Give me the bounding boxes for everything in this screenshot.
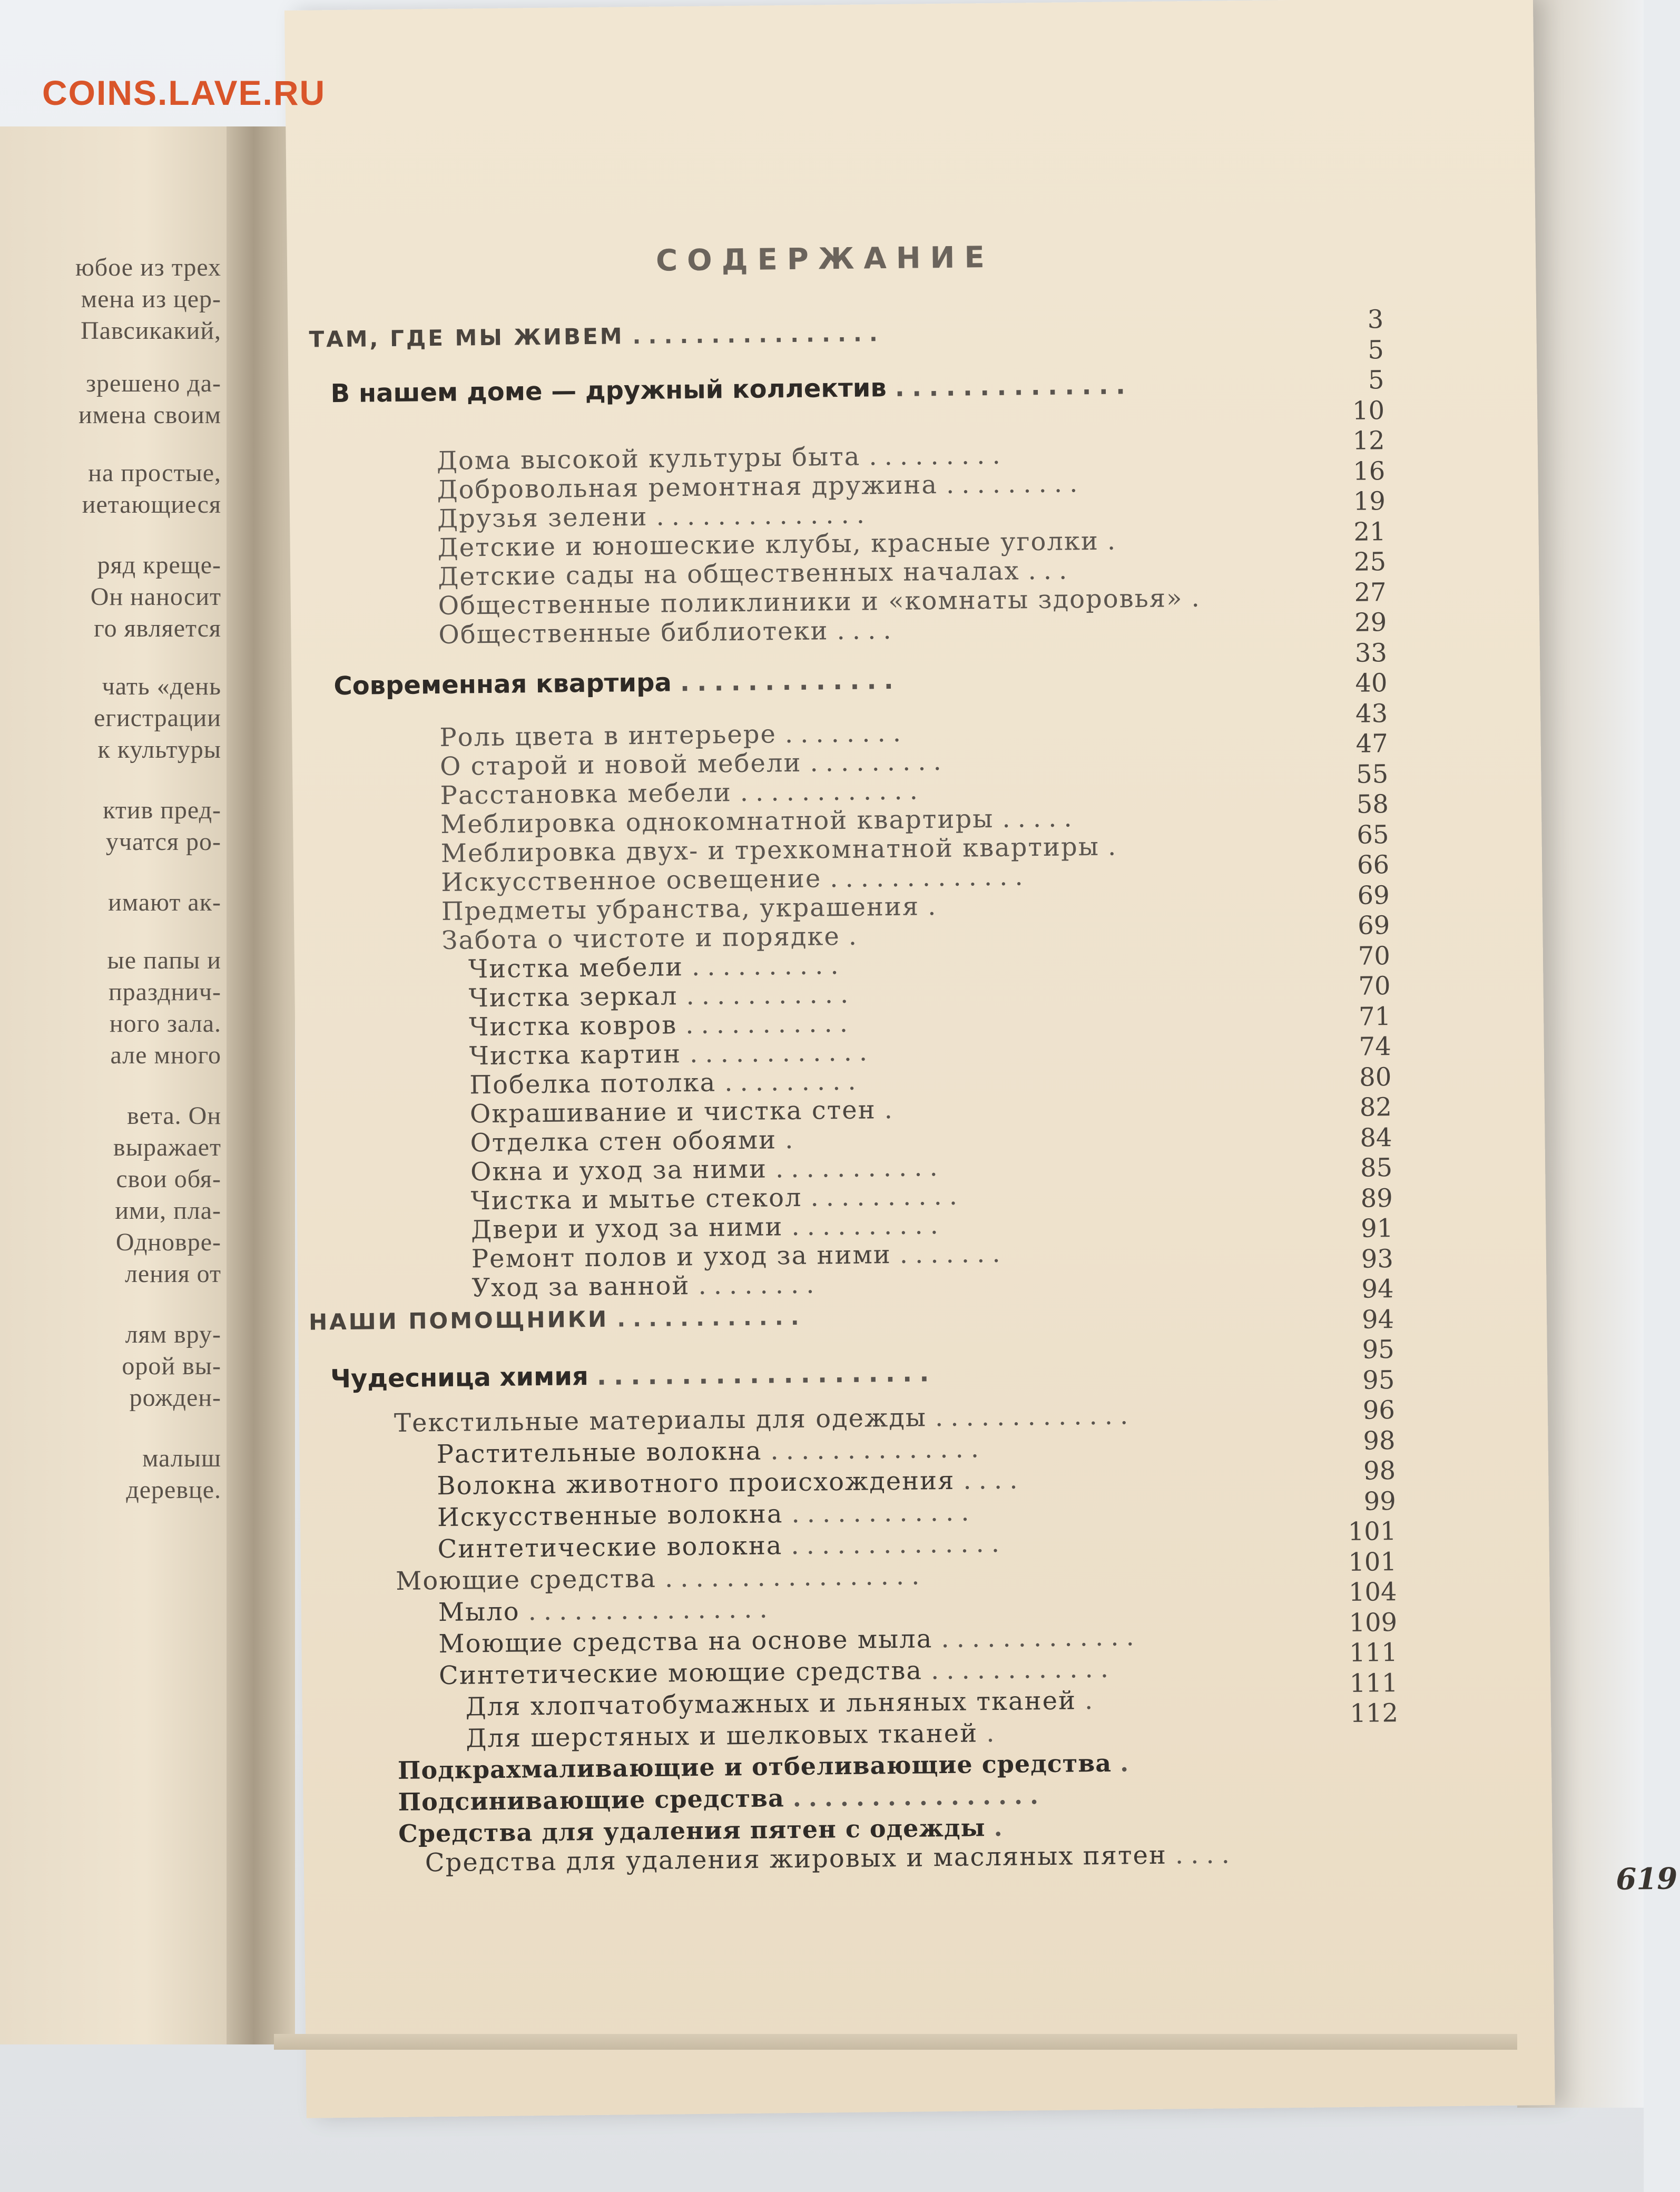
left-page-text-line: рожден- <box>129 1384 221 1412</box>
toc-entry <box>398 1748 1136 1785</box>
toc-page-number: 94 <box>1361 1304 1394 1335</box>
toc-entry-title: Чистка мебели <box>468 952 684 984</box>
toc-entry <box>436 1434 986 1469</box>
toc-entry-title: Чистка и мытье стекол <box>470 1182 802 1216</box>
toc-entry-title: Текстильные материалы для одежды <box>394 1403 927 1438</box>
toc-leader-dots: . <box>1084 1685 1101 1716</box>
toc-entry <box>468 951 846 984</box>
toc-entry-title: Для шерстяных и шелковых тканей <box>466 1718 978 1754</box>
toc-page-number: 85 <box>1360 1153 1393 1183</box>
left-page-text-line: иетающиеся <box>82 491 221 518</box>
toc-leader-dots: . <box>884 1094 900 1125</box>
toc-page-number: 43 <box>1355 698 1388 729</box>
toc-leader-dots: ................ <box>528 1594 775 1627</box>
toc-entry-title: Роль цвета в интерьере <box>439 719 777 752</box>
toc-leader-dots: ............ <box>740 776 926 808</box>
toc-entry-title: Чистка ковров <box>468 1010 677 1042</box>
toc-entry-title: Ремонт полов и уход за ними <box>471 1240 892 1274</box>
left-page-text-line: Одновре- <box>115 1228 221 1256</box>
toc-entry <box>309 1304 807 1335</box>
toc-page-number: 111 <box>1349 1638 1398 1668</box>
toc-entry-title: Растительные волокна <box>436 1436 762 1470</box>
toc-page-number: 74 <box>1359 1032 1391 1062</box>
toc-entry-title: В нашем доме — дружный коллектив <box>330 373 887 409</box>
toc-entry <box>333 666 901 701</box>
toc-leader-dots: ............. <box>941 1622 1142 1654</box>
toc-entry <box>438 1622 1142 1659</box>
toc-leader-dots: ... <box>1028 555 1075 586</box>
toc-leader-dots: ................ <box>792 1781 1046 1813</box>
toc-page-number: 40 <box>1355 668 1388 698</box>
toc-leader-dots: ............ <box>616 1304 807 1332</box>
toc-leader-dots: ..... <box>1002 803 1079 834</box>
toc-leader-dots: ........... <box>685 1008 856 1040</box>
toc-entry-title: Средства для удаления жировых и масляных пятен <box>425 1840 1167 1878</box>
toc-entry-title: Забота о чистоте и порядке <box>441 922 841 955</box>
toc-entry <box>330 370 1133 408</box>
toc-entry <box>438 615 899 650</box>
toc-entry-title: Синтетические моющие средства <box>438 1656 923 1691</box>
toc-entry-title: Волокна животного происхождения <box>437 1465 955 1501</box>
toc-leader-dots: . <box>994 1813 1010 1842</box>
toc-page-number: 109 <box>1349 1607 1398 1638</box>
toc-entry <box>466 1718 1002 1754</box>
toc-leader-dots: .................... <box>596 1358 937 1391</box>
left-page-text-line: егистрации <box>94 704 221 732</box>
toc-leader-dots: .... <box>1175 1839 1237 1870</box>
book-gutter <box>227 126 295 2044</box>
toc-leader-dots: ............. <box>680 665 901 698</box>
toc-entry <box>471 1239 1008 1274</box>
toc-leader-dots: . <box>1191 583 1207 613</box>
toc-page-number: 19 <box>1353 486 1386 516</box>
toc-leader-dots: ............. <box>935 1401 1136 1433</box>
left-page-text-line: вета. Он <box>127 1102 221 1130</box>
toc-entry <box>437 1529 1007 1564</box>
toc-entry <box>309 320 885 352</box>
toc-page-number: 98 <box>1363 1456 1396 1486</box>
toc-page-number: 58 <box>1356 789 1389 819</box>
toc-page-number: 96 <box>1362 1395 1396 1425</box>
toc-page-number: 99 <box>1363 1486 1397 1516</box>
toc-entry-title: Расстановка мебели <box>440 778 732 810</box>
toc-entry-title: О старой и новой мебели <box>439 748 802 781</box>
toc-page-number: 70 <box>1358 941 1391 971</box>
toc-page-number: 104 <box>1348 1577 1397 1608</box>
toc-entry-title: Чистка картин <box>469 1039 682 1071</box>
toc-entry-title: Подсинивающие средства <box>398 1784 785 1816</box>
toc-entry-title: Синтетические волокна <box>437 1531 783 1564</box>
toc-entry <box>465 1686 1100 1722</box>
toc-page-number: 12 <box>1352 426 1385 456</box>
left-page-text-line: го является <box>94 614 221 642</box>
toc-entry <box>396 1561 927 1596</box>
toc-page-number: 66 <box>1357 850 1390 880</box>
toc-entry-title: НАШИ ПОМОЩНИКИ <box>308 1306 609 1335</box>
toc-entry-title: Искусственное освещение <box>441 864 822 897</box>
toc-leader-dots: . <box>1107 526 1123 556</box>
toc-entry <box>470 1095 900 1129</box>
toc-entry-title: Двери и уход за ними <box>470 1212 783 1245</box>
left-page-text-line: лям вру- <box>125 1320 221 1348</box>
toc-entry <box>469 1037 875 1071</box>
toc-entry <box>471 1269 822 1303</box>
left-page-text-line: ктив пред- <box>103 796 221 824</box>
toc-leader-dots: . <box>986 1718 1002 1748</box>
left-page-text-line: празднич- <box>108 978 221 1006</box>
toc-leader-dots: .............. <box>656 500 872 532</box>
left-page-text-line: ими, пла- <box>115 1197 221 1225</box>
toc-entry-title: Детские сады на общественных началах <box>437 556 1020 592</box>
toc-entry <box>398 1781 1046 1816</box>
left-page-text-line: выражает <box>113 1133 221 1161</box>
toc-page-number: 65 <box>1357 819 1389 850</box>
toc-page-number: 89 <box>1360 1183 1393 1214</box>
toc-leader-dots: ....... <box>899 1238 1008 1269</box>
toc-page-number: 69 <box>1357 911 1390 941</box>
toc-page-number: 69 <box>1357 880 1390 911</box>
toc-page-number: 98 <box>1363 1425 1396 1456</box>
toc-entry <box>468 980 856 1013</box>
toc-leader-dots: ................. <box>664 1561 927 1593</box>
toc-entry-title: Чудесница химия <box>330 1362 589 1394</box>
toc-entry-title: Уход за ванной <box>471 1271 690 1303</box>
toc-entry-title: ТАМ, ГДЕ МЫ ЖИВЕМ <box>309 323 624 353</box>
left-page-text-line: ного зала. <box>109 1010 221 1038</box>
toc-entry-title: Искусственные волокна <box>437 1499 783 1533</box>
left-page-text-line: мена из цер- <box>81 285 221 313</box>
toc-entry-title: Дома высокой культуры быта <box>436 442 861 476</box>
toc-leader-dots: .............. <box>791 1528 1007 1561</box>
toc-page-number: 91 <box>1360 1214 1393 1244</box>
toc-entry-title: Окрашивание и чистка стен <box>469 1095 876 1129</box>
toc-leader-dots: .......... <box>810 1181 965 1212</box>
toc-page-number: 33 <box>1354 638 1388 668</box>
toc-page-number: 82 <box>1359 1092 1392 1122</box>
toc-leader-dots: . <box>927 892 944 922</box>
left-page-text-line: малыш <box>142 1444 221 1472</box>
toc-leader-dots: ........... <box>775 1152 946 1184</box>
toc-leader-dots: . <box>784 1124 801 1155</box>
toc-entry-title: Меблировка двух- и трехкомнатной квартиры <box>440 831 1100 868</box>
toc-page-number: 25 <box>1353 547 1387 577</box>
toc-leader-dots: ........... <box>686 979 856 1011</box>
toc-entry-title: Общественные библиотеки <box>438 616 829 650</box>
toc-leader-dots: ......... <box>869 440 1008 472</box>
left-page-text-line: Он наносит <box>90 583 221 611</box>
toc-entry <box>330 1358 937 1394</box>
toc-entry-title: Современная квартира <box>333 668 672 701</box>
toc-page-number: 112 <box>1350 1698 1399 1728</box>
toc-leader-dots: .... <box>963 1465 1025 1495</box>
left-page <box>0 126 242 2044</box>
left-page-text-line: к культуры <box>97 736 221 764</box>
toc-entry <box>394 1401 1136 1438</box>
toc-page-number: 70 <box>1358 971 1391 1001</box>
toc-entry-title: Добровольная ремонтная дружина <box>437 470 938 505</box>
watermark: COINS.LAVE.RU <box>42 73 326 112</box>
toc-page-number: 5 <box>1368 365 1384 395</box>
toc-page-number: 94 <box>1361 1274 1394 1304</box>
toc-leader-dots: .......... <box>691 950 846 982</box>
toc-page-number: 55 <box>1355 759 1389 789</box>
toc-entry-title: Побелка потолка <box>469 1068 716 1100</box>
toc-leader-dots: ........ <box>784 718 909 749</box>
toc-page-number: 16 <box>1352 456 1386 486</box>
toc-page-number: 101 <box>1348 1547 1397 1577</box>
toc-leader-dots: .... <box>837 615 899 646</box>
toc-entry-title: Для хлопчатобумажных и льняных тканей <box>465 1686 1077 1722</box>
toc-entry-title: Общественные поликлиники и «комнаты здоровья» <box>438 583 1183 621</box>
toc-page-number: 5 <box>1368 335 1384 365</box>
left-page-text-line: ряд креще- <box>97 551 221 579</box>
page-folio: 619 <box>1615 1861 1678 1897</box>
toc-entry-title: Мыло <box>438 1597 520 1628</box>
left-page-text-line: юбое из трех <box>75 253 221 281</box>
toc-entry-title: Друзья зелени <box>437 502 648 534</box>
toc-page-number: 3 <box>1367 305 1384 335</box>
right-page <box>284 0 1678 2118</box>
toc-leader-dots: .............. <box>895 370 1133 403</box>
toc-entry <box>439 1654 1116 1690</box>
toc-leader-dots: ........ <box>698 1269 822 1300</box>
toc-leader-dots: ............ <box>791 1497 977 1529</box>
toc-leader-dots: . <box>848 921 864 951</box>
toc-page-number: 95 <box>1362 1365 1395 1395</box>
left-page-text-line: зрешено да- <box>86 369 221 397</box>
page-bottom-edge <box>274 2034 1517 2050</box>
left-page-text-line: имают ак- <box>108 888 221 916</box>
toc-leader-dots: ......... <box>724 1066 863 1098</box>
toc-entry <box>470 1125 800 1158</box>
toc-entry-title: Детские и юношеские клубы, красные уголки <box>437 526 1099 563</box>
toc-entry-title: Чистка зеркал <box>468 981 678 1013</box>
toc-entry-title: Подкрахмаливающие и отбеливающие средства <box>397 1748 1112 1785</box>
toc-entry <box>469 1009 855 1042</box>
toc-leader-dots: ............. <box>829 862 1030 894</box>
left-page-text-line: ления от <box>124 1260 221 1288</box>
toc-leader-dots: . <box>1107 831 1124 862</box>
toc-leader-dots: ............ <box>689 1037 875 1069</box>
toc-entry <box>441 922 864 955</box>
toc-leader-dots: .......... <box>791 1210 946 1242</box>
left-page-text-line: чать «день <box>102 672 221 700</box>
toc-entry-title: Моющие средства на основе мыла <box>438 1624 933 1659</box>
toc-page-number: 84 <box>1360 1122 1392 1153</box>
left-page-text-line: Павсикакий, <box>81 317 221 345</box>
left-page-text-line: орой вы- <box>122 1352 221 1380</box>
toc-entry <box>437 1465 1025 1501</box>
toc-entry <box>437 1497 977 1532</box>
left-page-text-line: ые папы и <box>107 946 221 974</box>
left-page-text-line: на простые, <box>88 459 221 487</box>
toc-entry <box>469 1066 863 1100</box>
toc-entry-title: Моющие средства <box>395 1563 657 1596</box>
toc-entry-title: Окна и уход за ними <box>470 1154 768 1187</box>
left-page-text-line: учатся ро- <box>105 828 221 856</box>
toc-page-number: 47 <box>1355 729 1388 759</box>
toc-title: СОДЕРЖАНИЕ <box>655 240 995 278</box>
toc-leader-dots: ......... <box>810 746 949 778</box>
toc-page-number: 95 <box>1362 1335 1395 1365</box>
toc-page-number: 21 <box>1353 516 1386 547</box>
toc-entry-title: Средства для удаления пятен с одежды <box>398 1813 986 1848</box>
toc-page-number: 29 <box>1354 608 1387 638</box>
toc-leader-dots: . <box>1119 1748 1136 1777</box>
toc-leader-dots: ............ <box>930 1653 1116 1686</box>
toc-page-number: 71 <box>1358 1001 1391 1032</box>
toc-leader-dots: ......... <box>946 468 1085 500</box>
left-page-text-line: але много <box>110 1041 221 1069</box>
toc-entry-title: Меблировка однокомнатной квартиры <box>440 804 994 839</box>
toc-page-number: 93 <box>1361 1244 1394 1274</box>
toc-page-number: 80 <box>1359 1062 1392 1092</box>
left-page-text-line: свои обя- <box>116 1165 221 1193</box>
toc-page-number: 10 <box>1352 395 1385 426</box>
toc-entry-title: Предметы убранства, украшения <box>441 892 920 926</box>
toc-entry <box>437 468 1085 505</box>
toc-entry <box>437 500 872 534</box>
toc-page-number: 111 <box>1349 1668 1398 1698</box>
toc-entry-title: Отделка стен обоями <box>470 1125 777 1158</box>
toc-page-number: 101 <box>1348 1516 1397 1547</box>
toc-leader-dots: .............. <box>770 1434 987 1466</box>
left-page-text-line: деревце. <box>126 1476 221 1504</box>
left-page-text-line: имена своим <box>78 401 221 429</box>
toc-entry <box>441 892 944 926</box>
toc-entry <box>438 1594 775 1627</box>
toc-page-number: 27 <box>1354 577 1387 608</box>
toc-leader-dots: ................ <box>632 320 886 349</box>
